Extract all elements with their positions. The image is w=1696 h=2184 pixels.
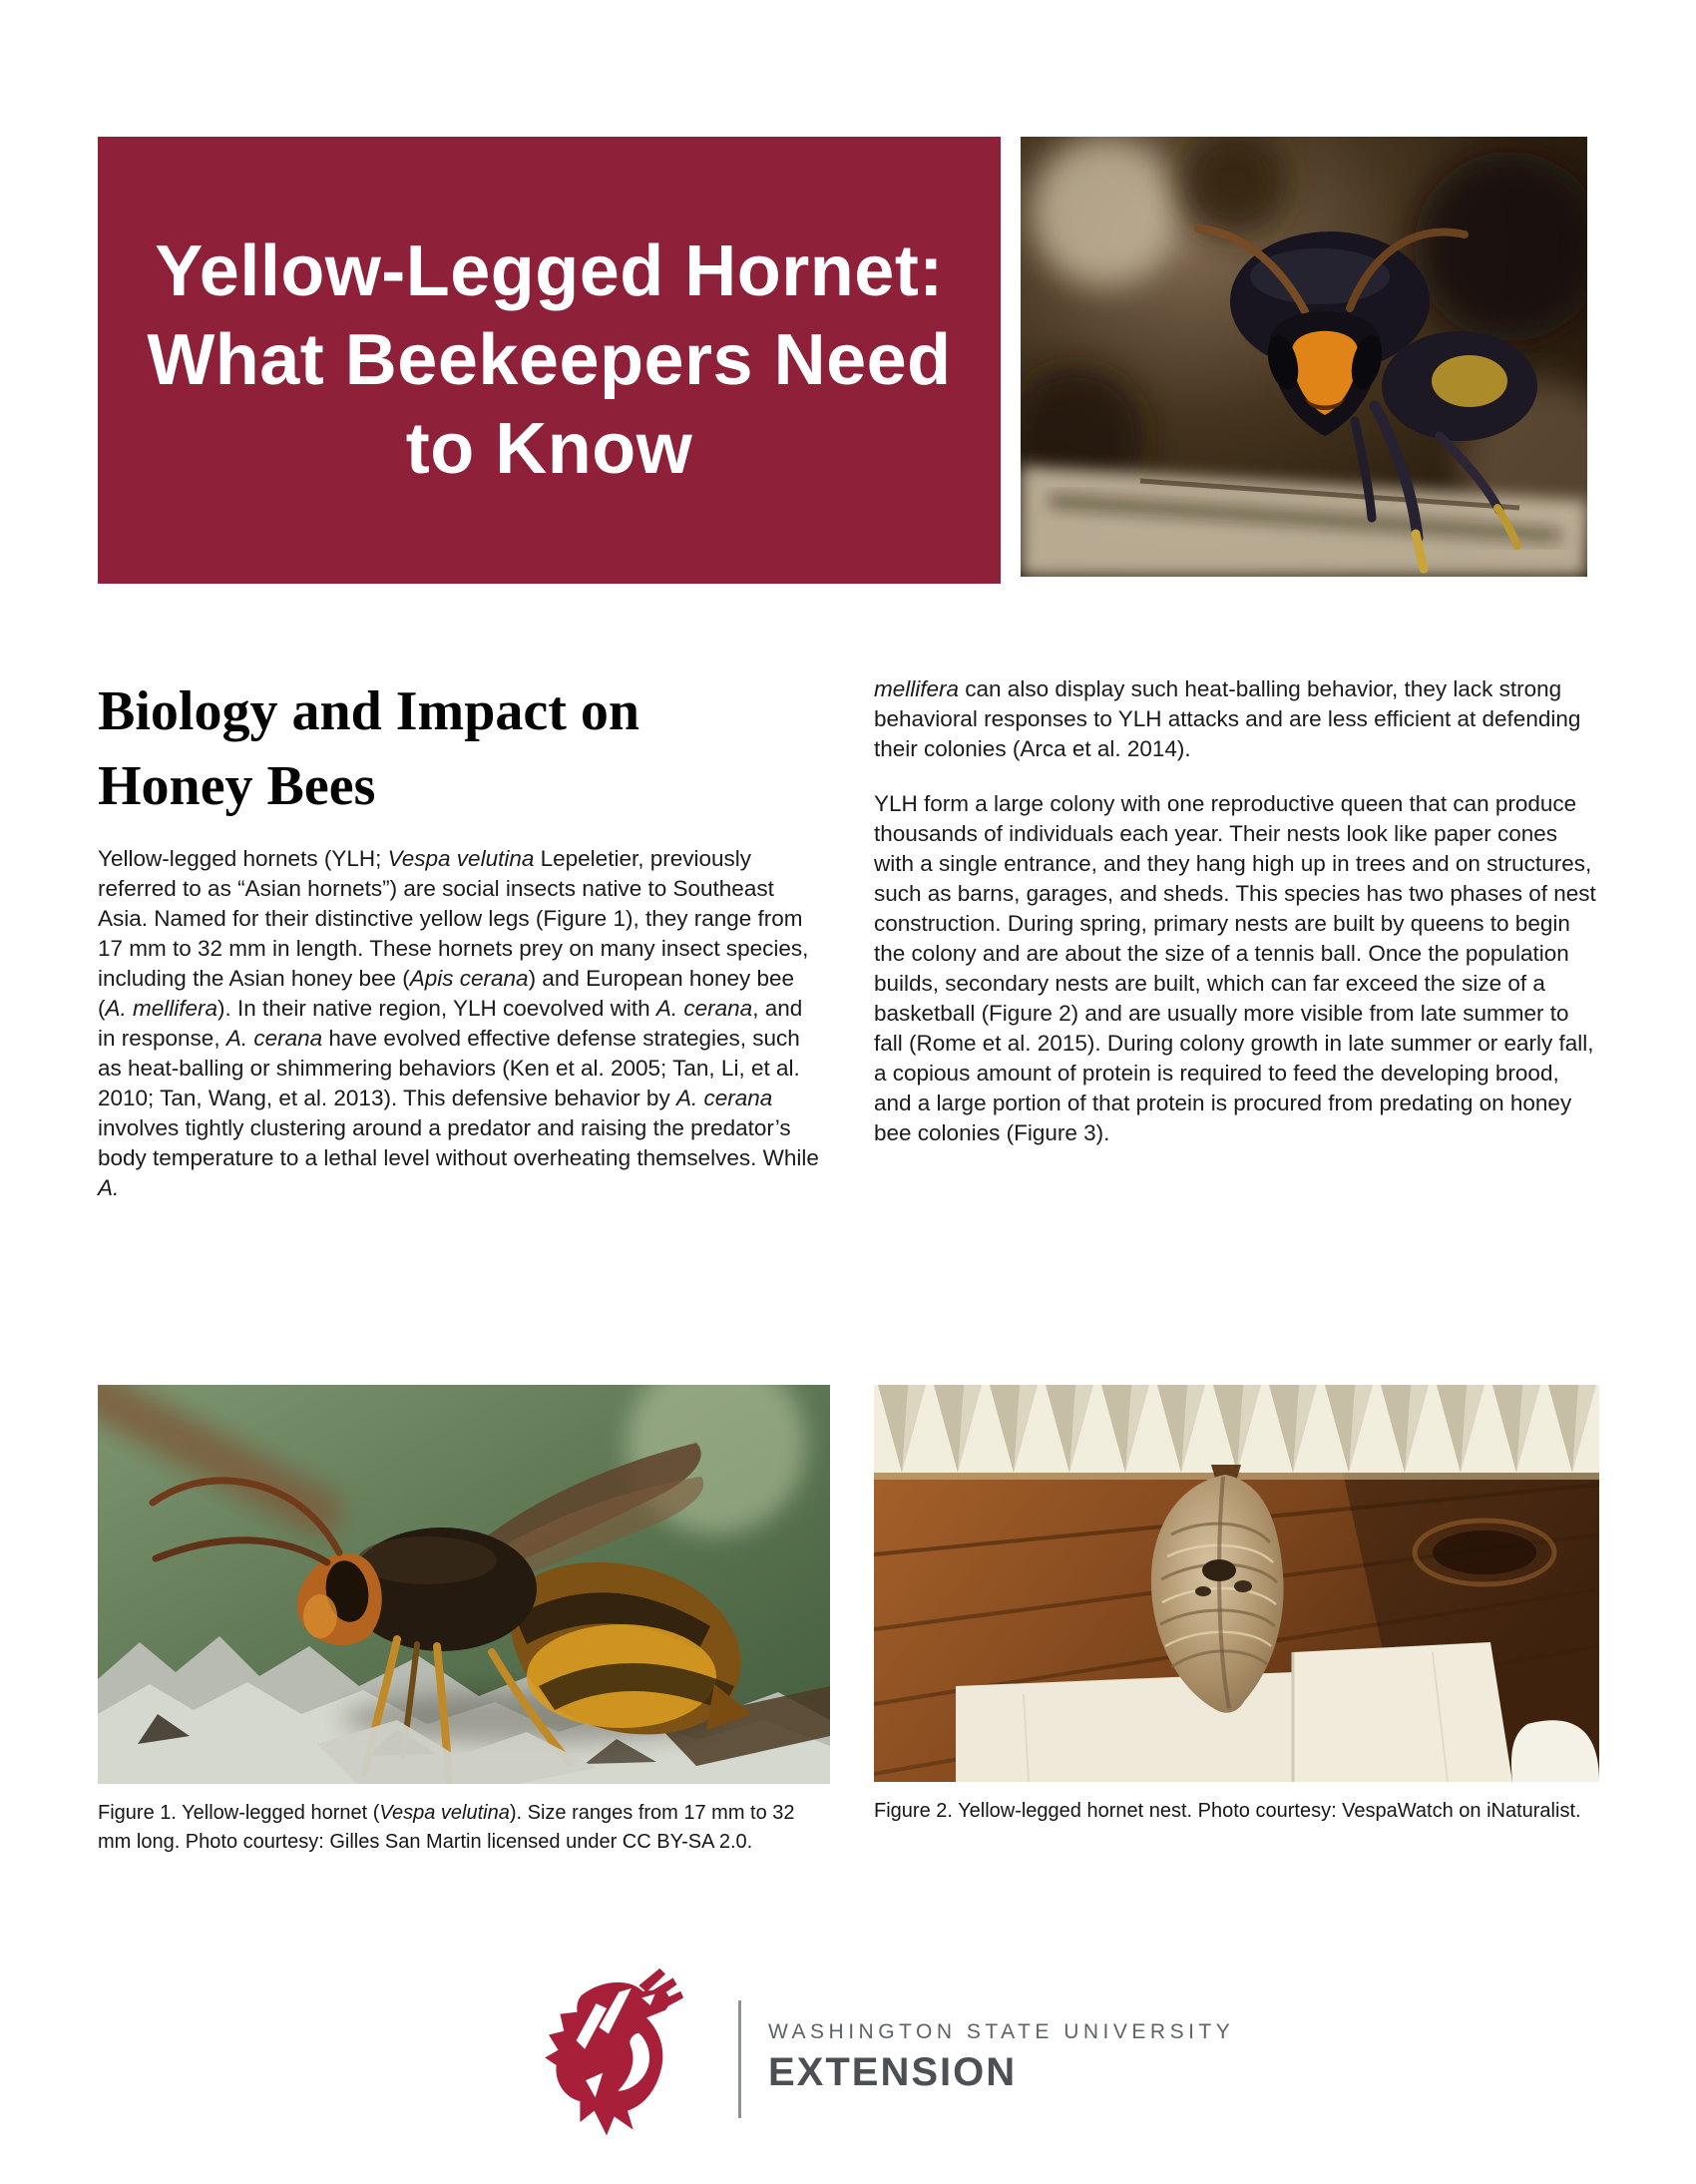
- figure-2: [874, 1385, 1599, 1826]
- left-column: [98, 674, 822, 1228]
- extension-wordmark: EXTENSION: [768, 2050, 1018, 2094]
- figure-1: [98, 1385, 830, 1857]
- right-column: [874, 674, 1598, 1173]
- figure-1-caption: Figure 1. Yellow-legged hornet (Vespa velutina). Size ranges from 17 mm to 32 mm long. Photo courtesy: Gilles San Martin licensed under CC BY-SA 2.0.: [98, 1802, 795, 1853]
- title-line: What Beekeepers Need: [147, 319, 952, 400]
- title-banner: [98, 137, 1001, 584]
- title-line: Yellow-Legged Hornet:: [155, 230, 944, 311]
- hornet-on-lichen-photo: [98, 1385, 830, 1784]
- hornet-nest-photo: [874, 1385, 1599, 1782]
- footer-divider: [738, 2000, 741, 2118]
- body-paragraph: Yellow-legged hornets (YLH; Vespa velutina Lepeletier, previously referred to as “Asian hornets”) are social insects native to Southeast Asia. Named for their distinctive yellow legs (Figure 1), they range from 17 mm to 32 mm in length. These hornets prey on many insect species, including the Asian honey bee (Apis cerana) and European honey bee (A. mellifera). In their native region, YLH coevolved with A. cerana, and in response, A. cerana have evolved effective defense strategies, such as heat-balling or shimmering behaviors (Ken et al. 2005; Tan, Li, et al. 2010; Tan, Wang, et al. 2013). This defensive behavior by A. cerana involves tightly clustering around a predator and raising the predator’s body temperature to a lethal level without overheating themselves. While A.: [98, 846, 819, 1200]
- body-paragraph: YLH form a large colony with one reproductive queen that can produce thousands of individuals each year. Their nests look like paper cones with a single entrance, and they hang high up in trees and on structures, such as barns, garages, and sheds. This species has two phases of nest construction. During spring, primary nests are built by queens to begin the colony and are about the size of a tennis ball. Once the population builds, secondary nests are built, which can far exceed the size of a basketball (Figure 2) and are usually more visible from late summer to fall (Rome et al. 2015). During colony growth in late summer or early fall, a copious amount of protein is required to feed the developing brood, and a large portion of that protein is procured from predating on honey bee colonies (Figure 3).: [874, 791, 1596, 1145]
- document-title: [147, 227, 951, 494]
- heading-line: Biology and Impact on: [98, 680, 639, 742]
- wsu-extension-footer: [0, 1961, 1696, 2170]
- heading-line: Honey Bees: [98, 755, 376, 817]
- title-line: to Know: [405, 408, 693, 489]
- university-wordmark: WASHINGTON STATE UNIVERSITY: [768, 2020, 1235, 2043]
- figure-2-caption: Figure 2. Yellow-legged hornet nest. Photo courtesy: VespaWatch on iNaturalist.: [874, 1800, 1581, 1822]
- wsu-cougar-logo: [527, 1966, 688, 2142]
- wsu-wordmark: [768, 2020, 1234, 2095]
- section-heading: [98, 674, 822, 824]
- body-paragraph: mellifera can also display such heat-balling behavior, they lack strong behavioral responses to YLH attacks and are less efficient at defending their colonies (Arca et al. 2014).: [874, 676, 1581, 761]
- hornet-closeup-photo: [1021, 137, 1587, 577]
